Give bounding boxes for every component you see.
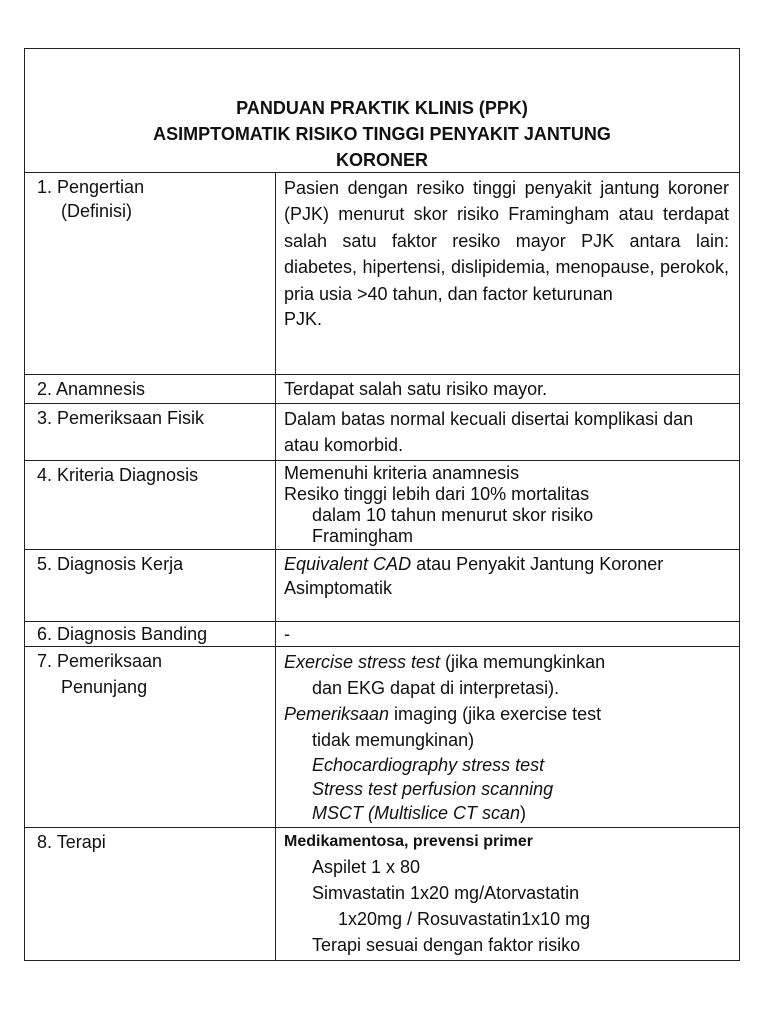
row-label (25, 646, 276, 827)
header-line-1: PANDUAN PRAKTIK KLINIS (PPK) (236, 98, 528, 118)
diagnosis-text: atau Penyakit Jantung Koroner (411, 553, 664, 574)
row-label (25, 549, 276, 621)
row-content (276, 827, 740, 960)
criteria-line: dalam 10 tahun menurut skor risiko (312, 504, 594, 525)
row-label (25, 460, 276, 549)
header-line-2: ASIMPTOMATIK RISIKO TINGGI PENYAKIT JANTUNG (153, 124, 611, 144)
row-label-text: 8. Terapi (37, 831, 106, 852)
diagnosis-text-2: Asimptomatik (284, 577, 393, 598)
row-content (276, 374, 740, 403)
row-content (276, 172, 740, 374)
therapy-heading: Medikamentosa, prevensi primer (284, 832, 533, 850)
test-italic: Echocardiography stress test (312, 754, 545, 775)
therapy-line: Simvastatin 1x20 mg/Atorvastatin (312, 882, 580, 903)
criteria-line: Memenuhi kriteria anamnesis (284, 462, 520, 483)
document-page (24, 48, 740, 961)
table-row (25, 827, 740, 960)
anamnesis-text: Terdapat salah satu risiko mayor. (284, 378, 548, 399)
physical-exam-text: Dalam batas normal kecuali disertai komplikasi dan atau komorbid. (284, 408, 694, 455)
criteria-line: Framingham (312, 525, 414, 546)
row-label (25, 172, 276, 374)
row-label (25, 403, 276, 460)
row-label (25, 374, 276, 403)
test-text: tidak memungkinan) (312, 729, 475, 750)
test-text: (jika memungkinkan (440, 651, 606, 672)
row-content (276, 460, 740, 549)
diagnosis-italic: Equivalent CAD (284, 553, 412, 574)
differential-text: - (284, 623, 290, 644)
document-header (24, 48, 740, 173)
row-label-text: 5. Diagnosis Kerja (37, 553, 184, 574)
test-italic: Pemeriksaan (284, 703, 390, 724)
row-label (25, 621, 276, 646)
row-label-text: 7. Pemeriksaan (37, 650, 163, 671)
table-row (25, 549, 740, 621)
criteria-line: Resiko tinggi lebih dari 10% mortalitas (284, 483, 590, 504)
test-italic: Stress test perfusion scanning (312, 778, 554, 799)
row-label-text: Penunjang (61, 676, 148, 697)
table-row (25, 172, 740, 374)
row-label-text: (Definisi) (61, 200, 133, 221)
row-content (276, 646, 740, 827)
definition-text: Pasien dengan resiko tinggi penyakit jantung koroner (PJK) menurut skor risiko Framingham atau terdapat salah satu faktor resiko mayor PJK antara lain: diabetes, hipertensi, dislipidemia, menopause, perokok, pria usia >40 tahun, dan factor keturunan (284, 177, 729, 304)
ppk-table (24, 172, 740, 961)
test-italic: MSCT (Multislice CT scan (312, 802, 521, 823)
row-label-text: 4. Kriteria Diagnosis (37, 464, 199, 485)
header-line-3: KORONER (335, 150, 428, 170)
row-content (276, 621, 740, 646)
row-content (276, 549, 740, 621)
table-row (25, 374, 740, 403)
row-label-text: 6. Diagnosis Banding (37, 623, 208, 644)
table-row (25, 621, 740, 646)
row-label-text: 1. Pengertian (37, 176, 145, 197)
test-text: ) (520, 802, 527, 823)
table-row (25, 646, 740, 827)
therapy-line: Aspilet 1 x 80 (312, 856, 421, 877)
row-label-text: 2. Anamnesis (37, 378, 146, 399)
row-label-text: 3. Pemeriksaan Fisik (37, 407, 205, 428)
test-italic: Exercise stress test (284, 651, 441, 672)
definition-text-end: PJK. (284, 309, 323, 329)
row-label (25, 827, 276, 960)
test-text: imaging (jika exercise test (389, 703, 602, 724)
therapy-line: Terapi sesuai dengan faktor risiko (312, 934, 581, 955)
table-row (25, 403, 740, 460)
test-text: dan EKG dapat di interpretasi). (312, 677, 560, 698)
table-row (25, 460, 740, 549)
therapy-line: 1x20mg / Rosuvastatin1x10 mg (338, 908, 591, 929)
row-content (276, 403, 740, 460)
